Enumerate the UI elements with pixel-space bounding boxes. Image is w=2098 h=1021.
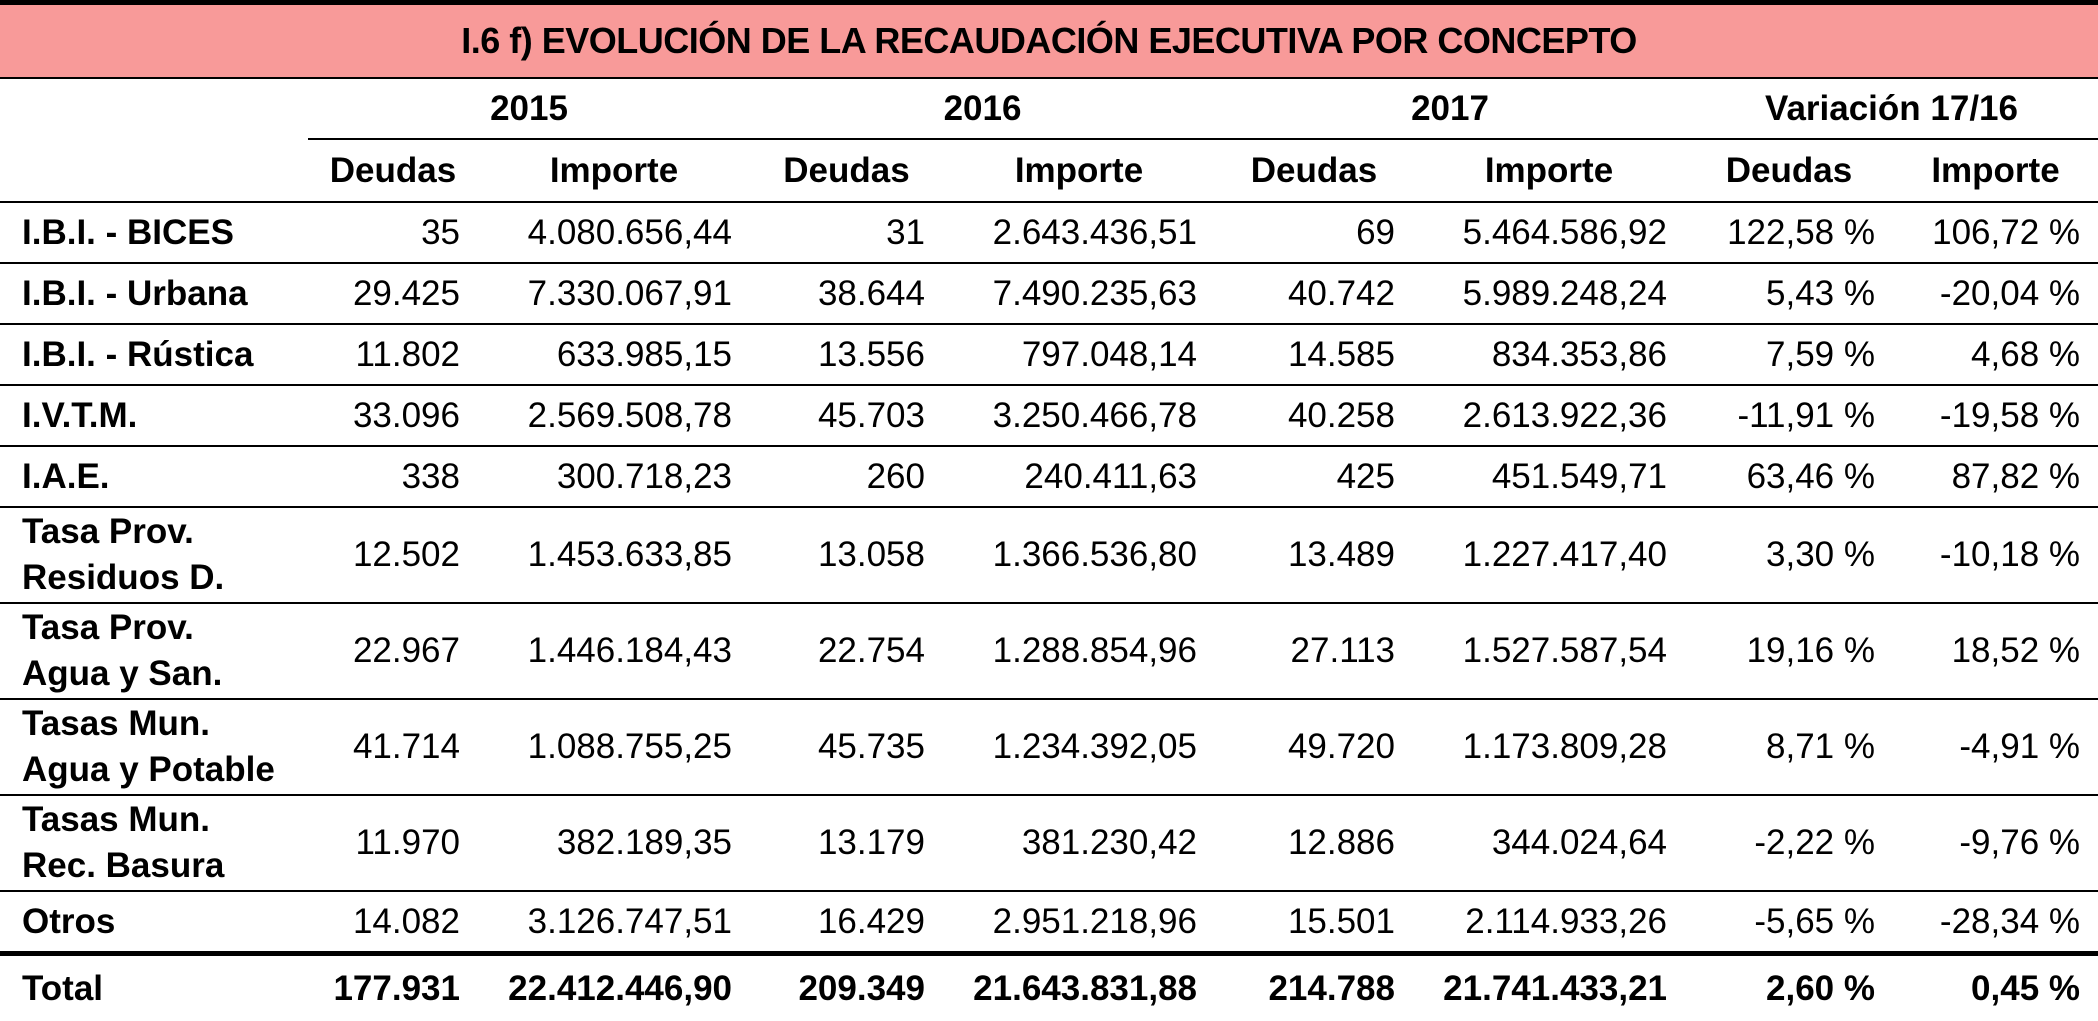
total-value: 22.412.446,90 — [478, 954, 750, 1021]
cell-value: 27.113 — [1215, 603, 1413, 699]
cell-value: 1.227.417,40 — [1413, 507, 1685, 603]
cell-value: -2,22 % — [1685, 795, 1893, 891]
total-value: 177.931 — [308, 954, 478, 1021]
cell-value: 1.088.755,25 — [478, 699, 750, 795]
cell-value: 35 — [308, 202, 478, 263]
cell-value: 19,16 % — [1685, 603, 1893, 699]
cell-value: -19,58 % — [1893, 385, 2098, 446]
variation-header: Variación 17/16 — [1685, 79, 2098, 139]
cell-value: 122,58 % — [1685, 202, 1893, 263]
total-value: 2,60 % — [1685, 954, 1893, 1021]
cell-value: 14.585 — [1215, 324, 1413, 385]
cell-value: 31 — [750, 202, 943, 263]
table-title: I.6 f) EVOLUCIÓN DE LA RECAUDACIÓN EJECUTIVA POR CONCEPTO — [0, 5, 2098, 79]
cell-value: 425 — [1215, 446, 1413, 507]
cell-value: 12.502 — [308, 507, 478, 603]
column-header-row — [0, 139, 2098, 202]
row-label-line: Residuos D. — [22, 558, 224, 597]
cell-value: 1.173.809,28 — [1413, 699, 1685, 795]
cell-value: 2.613.922,36 — [1413, 385, 1685, 446]
total-value: 209.349 — [750, 954, 943, 1021]
cell-value: 4.080.656,44 — [478, 202, 750, 263]
column-header: Deudas — [750, 139, 943, 202]
cell-value: 3.126.747,51 — [478, 891, 750, 954]
column-header: Importe — [1413, 139, 1685, 202]
cell-value: -20,04 % — [1893, 263, 2098, 324]
table-row — [0, 507, 2098, 603]
cell-value: 13.489 — [1215, 507, 1413, 603]
cell-value: 11.970 — [308, 795, 478, 891]
cell-value: 69 — [1215, 202, 1413, 263]
table-row — [0, 385, 2098, 446]
cell-value: -10,18 % — [1893, 507, 2098, 603]
cell-value: 63,46 % — [1685, 446, 1893, 507]
cell-value: 633.985,15 — [478, 324, 750, 385]
row-label-line: Tasas Mun. — [22, 800, 210, 839]
column-header: Importe — [1893, 139, 2098, 202]
cell-value: 1.288.854,96 — [943, 603, 1215, 699]
row-label — [0, 603, 308, 699]
cell-value: -5,65 % — [1685, 891, 1893, 954]
cell-value: 1.453.633,85 — [478, 507, 750, 603]
cell-value: 300.718,23 — [478, 446, 750, 507]
cell-value: 13.556 — [750, 324, 943, 385]
cell-value: 22.967 — [308, 603, 478, 699]
cell-value: 2.114.933,26 — [1413, 891, 1685, 954]
corner-cell — [0, 79, 308, 139]
cell-value: 338 — [308, 446, 478, 507]
total-value: 21.741.433,21 — [1413, 954, 1685, 1021]
cell-value: 16.429 — [750, 891, 943, 954]
row-label — [0, 699, 308, 795]
row-label-line: Agua y San. — [22, 654, 222, 693]
cell-value: 1.446.184,43 — [478, 603, 750, 699]
cell-value: 240.411,63 — [943, 446, 1215, 507]
cell-value: 13.058 — [750, 507, 943, 603]
table-row — [0, 891, 2098, 954]
cell-value: -9,76 % — [1893, 795, 2098, 891]
cell-value: 33.096 — [308, 385, 478, 446]
column-header: Deudas — [1685, 139, 1893, 202]
cell-value: 7,59 % — [1685, 324, 1893, 385]
row-label — [0, 507, 308, 603]
cell-value: 5.464.586,92 — [1413, 202, 1685, 263]
cell-value: 344.024,64 — [1413, 795, 1685, 891]
cell-value: 41.714 — [308, 699, 478, 795]
cell-value: 49.720 — [1215, 699, 1413, 795]
cell-value: 18,52 % — [1893, 603, 2098, 699]
table-row — [0, 795, 2098, 891]
table-row — [0, 603, 2098, 699]
cell-value: 381.230,42 — [943, 795, 1215, 891]
cell-value: 87,82 % — [1893, 446, 2098, 507]
cell-value: -11,91 % — [1685, 385, 1893, 446]
column-header: Deudas — [1215, 139, 1413, 202]
cell-value: 1.234.392,05 — [943, 699, 1215, 795]
cell-value: 2.951.218,96 — [943, 891, 1215, 954]
cell-value: 2.643.436,51 — [943, 202, 1215, 263]
row-label: Otros — [0, 891, 308, 954]
cell-value: 1.366.536,80 — [943, 507, 1215, 603]
cell-value: 14.082 — [308, 891, 478, 954]
row-label: I.A.E. — [0, 446, 308, 507]
cell-value: -4,91 % — [1893, 699, 2098, 795]
cell-value: 7.330.067,91 — [478, 263, 750, 324]
row-label-line: Tasa Prov. — [22, 608, 194, 647]
cell-value: 40.742 — [1215, 263, 1413, 324]
cell-value: 451.549,71 — [1413, 446, 1685, 507]
row-label-line: Agua y Potable — [22, 750, 275, 789]
total-row — [0, 954, 2098, 1021]
row-label: I.V.T.M. — [0, 385, 308, 446]
row-label: I.B.I. - BICES — [0, 202, 308, 263]
cell-value: 38.644 — [750, 263, 943, 324]
cell-value: 4,68 % — [1893, 324, 2098, 385]
table-row — [0, 263, 2098, 324]
table-row — [0, 699, 2098, 795]
year-header-row — [0, 79, 2098, 139]
cell-value: 797.048,14 — [943, 324, 1215, 385]
column-header: Importe — [943, 139, 1215, 202]
row-label: I.B.I. - Rústica — [0, 324, 308, 385]
total-value: 214.788 — [1215, 954, 1413, 1021]
table-row — [0, 446, 2098, 507]
cell-value: 260 — [750, 446, 943, 507]
cell-value: 8,71 % — [1685, 699, 1893, 795]
table-row — [0, 202, 2098, 263]
cell-value: 13.179 — [750, 795, 943, 891]
cell-value: 834.353,86 — [1413, 324, 1685, 385]
cell-value: 11.802 — [308, 324, 478, 385]
column-header: Deudas — [308, 139, 478, 202]
year-header-2017: 2017 — [1215, 79, 1685, 139]
cell-value: 5.989.248,24 — [1413, 263, 1685, 324]
column-header: Importe — [478, 139, 750, 202]
year-header-2016: 2016 — [750, 79, 1215, 139]
corner-cell — [0, 139, 308, 202]
row-label-line: Tasa Prov. — [22, 512, 194, 551]
cell-value: 29.425 — [308, 263, 478, 324]
table-row — [0, 324, 2098, 385]
cell-value: 7.490.235,63 — [943, 263, 1215, 324]
total-value: 0,45 % — [1893, 954, 2098, 1021]
row-label-line: Rec. Basura — [22, 846, 224, 885]
cell-value: 40.258 — [1215, 385, 1413, 446]
cell-value: 5,43 % — [1685, 263, 1893, 324]
cell-value: 12.886 — [1215, 795, 1413, 891]
row-label — [0, 795, 308, 891]
cell-value: 15.501 — [1215, 891, 1413, 954]
cell-value: 106,72 % — [1893, 202, 2098, 263]
cell-value: 45.735 — [750, 699, 943, 795]
cell-value: 3.250.466,78 — [943, 385, 1215, 446]
total-value: 21.643.831,88 — [943, 954, 1215, 1021]
cell-value: 45.703 — [750, 385, 943, 446]
total-label: Total — [0, 954, 308, 1021]
row-label: I.B.I. - Urbana — [0, 263, 308, 324]
cell-value: -28,34 % — [1893, 891, 2098, 954]
collection-table — [0, 79, 2098, 1021]
cell-value: 3,30 % — [1685, 507, 1893, 603]
cell-value: 2.569.508,78 — [478, 385, 750, 446]
row-label-line: Tasas Mun. — [22, 704, 210, 743]
cell-value: 1.527.587,54 — [1413, 603, 1685, 699]
cell-value: 382.189,35 — [478, 795, 750, 891]
year-header-2015: 2015 — [308, 79, 750, 139]
cell-value: 22.754 — [750, 603, 943, 699]
